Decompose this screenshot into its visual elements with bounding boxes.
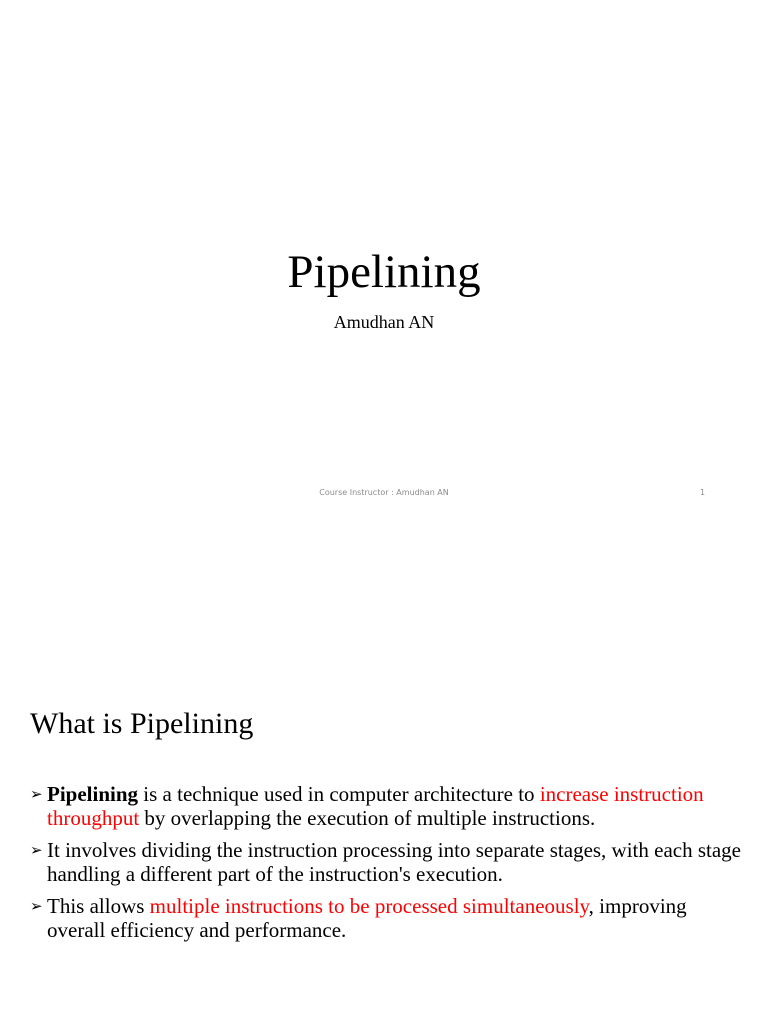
bullet-term: Pipelining: [47, 782, 139, 806]
bullet-highlight: increase instruction throughput: [47, 782, 704, 830]
content-slide: [0, 512, 768, 1024]
slide-footer: Course Instructor : Amudhan AN: [319, 488, 449, 497]
bullet-text: , improving overall efficiency and performance.: [47, 894, 687, 942]
bullet-item: [30, 894, 746, 942]
bullet-list: [30, 782, 746, 950]
bullet-item: [30, 782, 746, 830]
arrow-bullet-icon: ➢: [30, 785, 43, 803]
arrow-bullet-icon: ➢: [30, 841, 43, 859]
bullet-highlight: multiple instructions to be processed simultaneously: [149, 894, 589, 918]
bullet-item: [30, 838, 746, 886]
bullet-text: It involves dividing the instruction processing into separate stages, with each stage handling a different part of the instruction's execution.: [47, 838, 742, 886]
bullet-text: by overlapping the execution of multiple instructions.: [139, 806, 596, 830]
arrow-bullet-icon: ➢: [30, 897, 43, 915]
bullet-text: is a technique used in computer architecture to: [138, 782, 540, 806]
slide-heading: What is Pipelining: [30, 707, 254, 740]
slide-subtitle: Amudhan AN: [333, 312, 435, 332]
slide-title: Pipelining: [287, 246, 481, 298]
bullet-text: This allows: [47, 894, 150, 918]
page-number: 1: [700, 488, 706, 497]
